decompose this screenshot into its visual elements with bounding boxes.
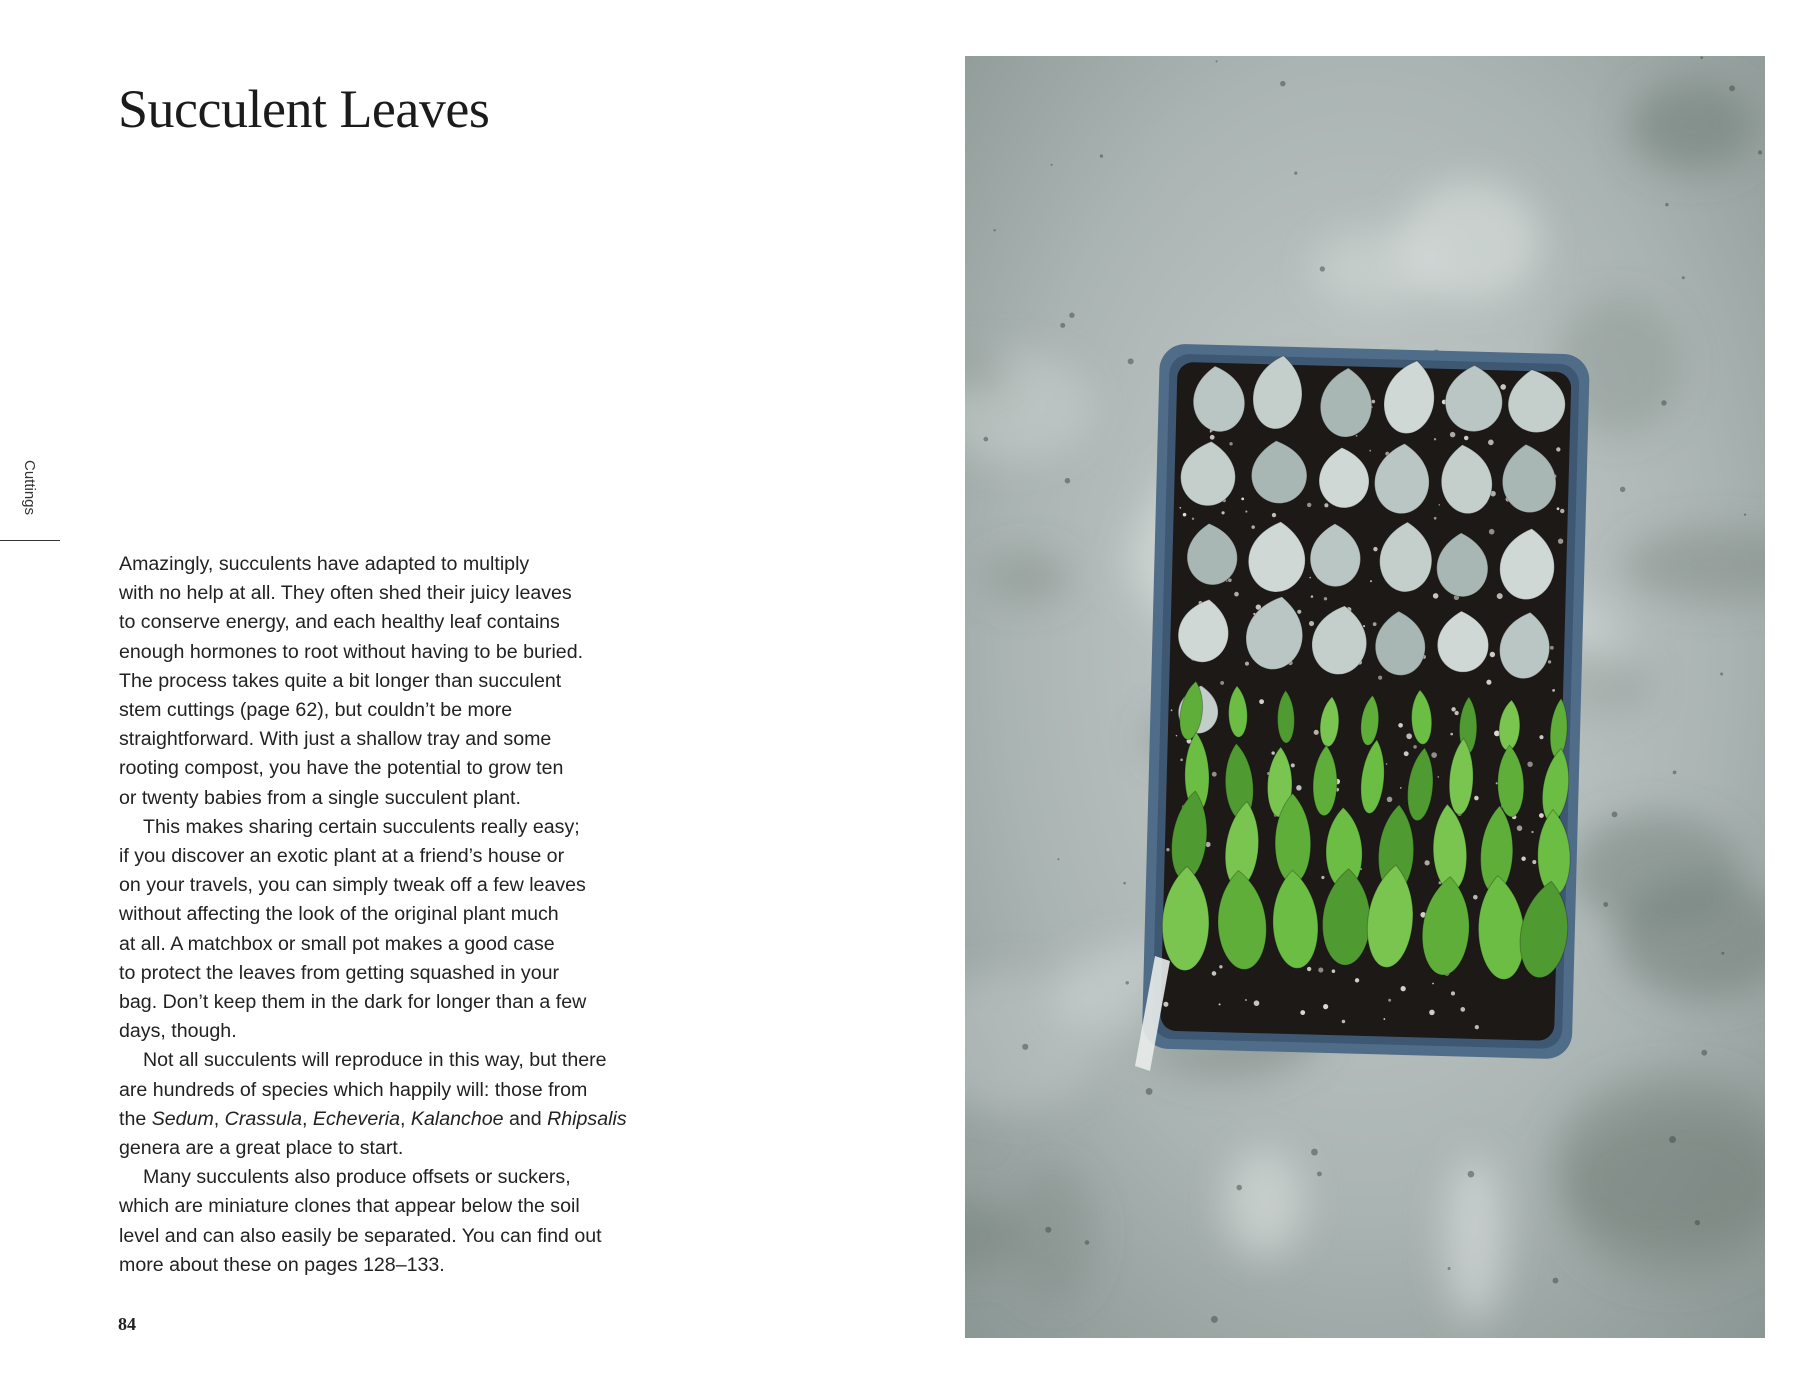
body-text [119,550,649,1280]
paragraph-1 [119,550,649,813]
text-line: stem cuttings (page 62), but couldn’t be more [119,699,513,722]
concrete-speck [1620,487,1625,492]
concrete-stain [1629,82,1755,170]
concrete-speck [983,437,988,442]
text-line: The process takes quite a bit longer than succulent [119,669,562,692]
concrete-speck [1448,1267,1451,1270]
concrete-stain [1011,1166,1095,1302]
concrete-speck [1729,85,1735,91]
genus-name: Echeveria [312,1107,401,1130]
tray [1142,343,1590,1059]
concrete-speck [1669,1136,1676,1143]
concrete-speck [1603,902,1608,907]
concrete-stain [1224,1148,1305,1256]
concrete-speck [1216,60,1218,62]
photo-succulent-tray [965,56,1765,1338]
text-line: rooting compost, you have the potential to grow ten [119,757,564,780]
concrete-stain [1400,179,1542,302]
paragraph-2 [119,813,649,1047]
concrete-speck [1123,882,1126,885]
genus-name: Sedum [151,1107,214,1130]
text-line: are hundreds of species which happily will: those from [119,1078,588,1101]
concrete-speck [1236,1185,1242,1191]
concrete-speck [1661,400,1666,405]
text-line: on your travels, you can simply tweak off a few leaves [119,874,586,897]
concrete-speck [1085,1240,1090,1245]
concrete-speck [1311,1149,1318,1156]
concrete-speck [1125,981,1128,984]
text-line: Amazingly, succulents have adapted to multiply [119,553,530,575]
paragraph-4 [119,1163,649,1280]
concrete-speck [1022,1044,1028,1050]
concrete-speck [1758,150,1762,154]
text-line: days, though. [119,1020,237,1043]
genus-name: Rhipsalis [547,1107,627,1130]
concrete-speck [1695,1220,1700,1225]
concrete-stain [983,552,1071,603]
text-line: at all. A matchbox or small pot makes a good case [119,932,555,955]
concrete-speck [1701,1050,1707,1056]
text-line: with no help at all. They often shed their juicy leaves [119,582,572,605]
text-line: without affecting the look of the original plant much [119,903,559,926]
text-line: straightforward. With just a shallow tray and some [119,728,552,751]
genera-line [119,1105,649,1134]
concrete-speck [1612,812,1618,818]
text-line: bag. Don’t keep them in the dark for longer than a few [119,991,587,1014]
page-title: Succulent Leaves [118,79,490,139]
text-line: to conserve energy, and each healthy leaf contains [119,611,560,634]
concrete-speck [1673,770,1677,774]
genera-and: and [503,1107,548,1130]
photo-illustration [965,56,1765,1338]
concrete-speck [1060,323,1065,328]
text-line: more about these on pages 128–133. [119,1253,445,1276]
concrete-speck [1700,56,1703,59]
text-line: enough hormones to root without having to be buried. [119,640,584,663]
concrete-speck [1665,203,1669,207]
concrete-speck [1051,164,1053,166]
genera-separator: , [213,1107,225,1130]
page-number: 84 [118,1314,136,1334]
concrete-speck [1721,952,1724,955]
concrete-speck [1552,1278,1558,1284]
text-line: to protect the leaves from getting squashed in your [119,961,560,984]
concrete-speck [1720,673,1723,676]
text-line: or twenty babies from a single succulent plant. [119,786,521,809]
concrete-speck [1128,358,1134,364]
text-line: This makes sharing certain succulents really easy; [143,815,580,838]
concrete-stain [1568,814,1742,926]
text-line: genera are a great place to start. [119,1137,404,1160]
concrete-speck [1294,172,1297,175]
concrete-speck [1069,313,1074,318]
concrete-speck [1065,478,1071,484]
genera-separator: , [302,1107,313,1130]
concrete-speck [1146,1088,1153,1095]
concrete-speck [1045,1227,1051,1233]
text-line: level and can also easily be separated. You can find out [119,1224,602,1247]
concrete-speck [1320,266,1325,271]
text-line: Many succulents also produce offsets or suckers, [143,1166,571,1189]
concrete-speck [1317,1172,1322,1177]
concrete-speck [1468,1171,1475,1178]
concrete-speck [1100,154,1103,157]
genera-prefix: the [119,1107,152,1130]
concrete-speck [1280,81,1285,86]
genera-separator: , [400,1107,411,1130]
concrete-stain [1443,1155,1507,1321]
concrete-speck [993,229,995,231]
text-line: Not all succulents will reproduce in this way, but there [143,1049,607,1072]
concrete-speck [1211,1316,1218,1323]
section-tab-label: Cuttings [21,460,38,516]
concrete-speck [1057,858,1059,860]
concrete-speck [1682,276,1685,279]
text-line: which are miniature clones that appear below the soil [119,1195,580,1218]
genus-name: Kalanchoe [410,1107,504,1130]
text-line: if you discover an exotic plant at a friend’s house or [119,845,565,868]
genus-name: Crassula [224,1107,302,1130]
paragraph-3 [119,1046,649,1163]
concrete-speck [1744,513,1746,515]
